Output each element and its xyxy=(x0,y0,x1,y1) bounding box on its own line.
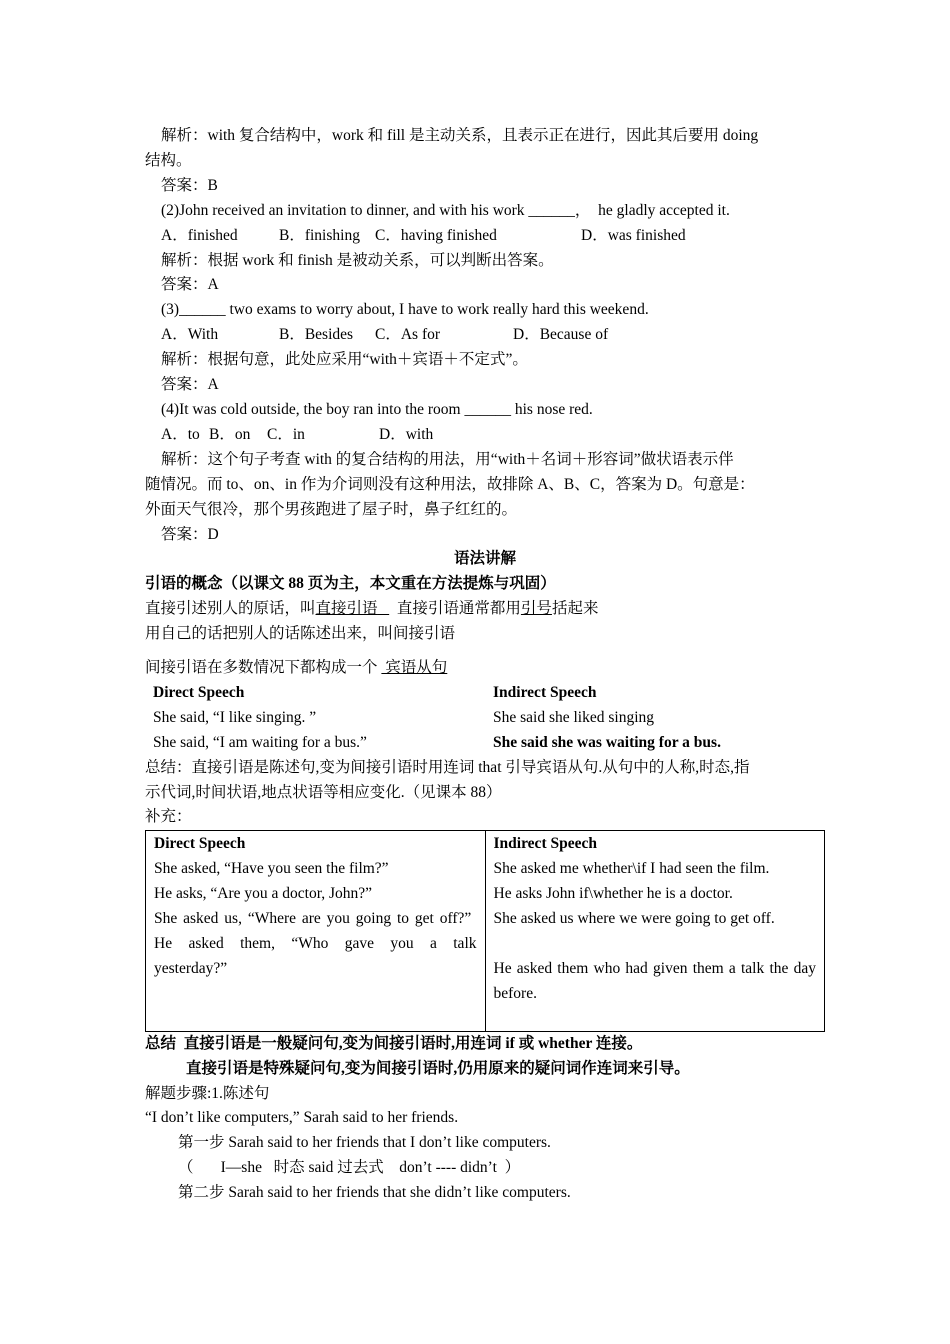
q4-option-a: A．to xyxy=(161,425,200,443)
grid-indirect-column xyxy=(485,831,825,1031)
q3-answer: 答案：A xyxy=(161,376,219,394)
direct-def-pre: 直接引述别人的原话，叫 xyxy=(145,600,316,618)
summary-questions-cont: 直接引语是特殊疑问句,变为间接引语时,仍用原来的疑问词作连词来引导。 xyxy=(186,1059,690,1077)
q4-question: (4)It was cold outside, the boy ran into the room ______ his nose red. xyxy=(161,400,593,418)
simple-header-direct: Direct Speech xyxy=(153,683,245,701)
q3-option-d: D．Because of xyxy=(513,326,609,344)
simple-table-row: She said, “I like singing. ” She said she liked singing xyxy=(153,708,655,726)
grid-direct-column xyxy=(146,831,486,1031)
q2-answer: 答案：A xyxy=(161,276,219,294)
grid-header-direct: Direct Speech xyxy=(154,835,246,853)
q3-option-b: B．Besides xyxy=(279,326,354,344)
q4-options xyxy=(145,423,825,448)
q3-options xyxy=(145,323,825,348)
q2-question: (2)John received an invitation to dinner, and with his work ______， he gladly accepted it. xyxy=(161,201,730,219)
grid-direct-item: He asks, “Are you a doctor, John?” xyxy=(154,885,373,903)
grid-direct-item: He asked them, “Who gave you a talk yesterday?” xyxy=(154,935,477,977)
supplement-label: 补充： xyxy=(145,808,192,826)
q4-analysis-cont1: 随情况。而 to、on、in 作为介词则没有这种用法，故排除 A、B、C，答案为 D。句意是： xyxy=(145,475,755,493)
grid-header-indirect: Indirect Speech xyxy=(493,835,597,853)
q2-option-a: A．finished xyxy=(161,226,238,244)
q1-answer: 答案：B xyxy=(161,176,218,194)
q1-analysis-cont: 结构。 xyxy=(145,151,192,169)
summary-statement-cont: 示代词,时间状语,地点状语等相应变化.（见课本 88） xyxy=(145,783,502,801)
grid-indirect-item: He asks John if\whether he is a doctor. xyxy=(493,885,733,903)
indirect-clause xyxy=(145,656,825,681)
simple-speech-table xyxy=(145,681,825,756)
indirect-clause-term: 宾语从句 xyxy=(381,659,448,677)
document-page xyxy=(145,124,825,1206)
q4-answer: 答案：D xyxy=(161,525,219,543)
step-two: 第二步 Sarah said to her friends that she didn’t like computers. xyxy=(178,1184,571,1202)
grid-indirect-item: She asked us where we were going to get off. xyxy=(493,910,775,928)
grid-direct-item: She asked us, “Where are you going to get off?” xyxy=(154,910,472,928)
step-one-note: （ I—she 时态 said 过去式 don’t ---- didn’t ） xyxy=(178,1159,521,1177)
summary-questions: 总结 直接引语是一般疑问句,变为间接引语时,用连词 if 或 whether 连接。 xyxy=(145,1034,643,1052)
q4-analysis-cont2: 外面天气很冷，那个男孩跑进了屋子时，鼻子红红的。 xyxy=(145,500,518,518)
steps-title: 解题步骤:1.陈述句 xyxy=(145,1084,270,1102)
grid-direct-item: She asked, “Have you seen the film?” xyxy=(154,860,389,878)
q4-option-c: C．in xyxy=(267,425,305,443)
q3-question: (3)______ two exams to worry about, I have to work really hard this weekend. xyxy=(161,301,649,319)
q3-option-a: A．With xyxy=(161,326,219,344)
direct-def-quote: 引号 xyxy=(520,600,552,618)
step-one: 第一步 Sarah said to her friends that I don’t like computers. xyxy=(178,1134,551,1152)
q4-analysis: 解析：这个句子考查 with 的复合结构的用法，用“with＋名词＋形容词”做状语表示伴 xyxy=(161,450,734,468)
q4-option-b: B．on xyxy=(209,425,251,443)
summary-statement: 总结：直接引语是陈述句,变为间接引语时用连词 that 引导宾语从句.从句中的人称,时态,指 xyxy=(145,758,750,776)
q3-analysis: 解析：根据句意，此处应采用“with＋宾语＋不定式”。 xyxy=(161,351,528,369)
indirect-clause-pre: 间接引语在多数情况下都构成一个 xyxy=(145,659,382,677)
direct-def-post: 括起来 xyxy=(551,600,599,618)
simple-table-header xyxy=(145,681,825,706)
q2-option-d: D．was finished xyxy=(581,226,686,244)
grid-indirect-item: He asked them who had given them a talk the day before. xyxy=(493,959,816,1002)
q2-analysis: 解析：根据 work 和 finish 是被动关系，可以判断出答案。 xyxy=(161,251,554,269)
direct-def-term: 直接引语 xyxy=(315,600,378,618)
direct-def-mid: 直接引语通常都用 xyxy=(396,600,521,618)
q1-analysis: 解析：with 复合结构中，work 和 fill 是主动关系，且表示正在进行，因此其后要用 doing xyxy=(161,127,759,144)
concept-title: 引语的概念（以课文 88 页为主，本文重在方法提炼与巩固） xyxy=(145,575,556,593)
q2-option-c: C．having finished xyxy=(375,226,497,244)
example-sentence: “I don’t like computers,” Sarah said to her friends. xyxy=(145,1109,459,1127)
q4-option-d: D．with xyxy=(379,425,434,443)
question-speech-table xyxy=(145,830,825,1031)
indirect-definition: 用自己的话把别人的话陈述出来，叫间接引语 xyxy=(145,625,456,643)
direct-definition xyxy=(145,597,825,622)
simple-table-row: She said, “I am waiting for a bus.” She said she was waiting for a bus. xyxy=(153,733,721,751)
q2-options xyxy=(145,224,825,249)
q3-option-c: C．As for xyxy=(375,326,441,344)
grid-indirect-item: She asked me whether\if I had seen the film. xyxy=(493,860,770,878)
grammar-heading: 语法讲解 xyxy=(453,550,516,568)
q2-option-b: B．finishing xyxy=(279,226,360,244)
simple-header-indirect: Indirect Speech xyxy=(493,683,597,701)
